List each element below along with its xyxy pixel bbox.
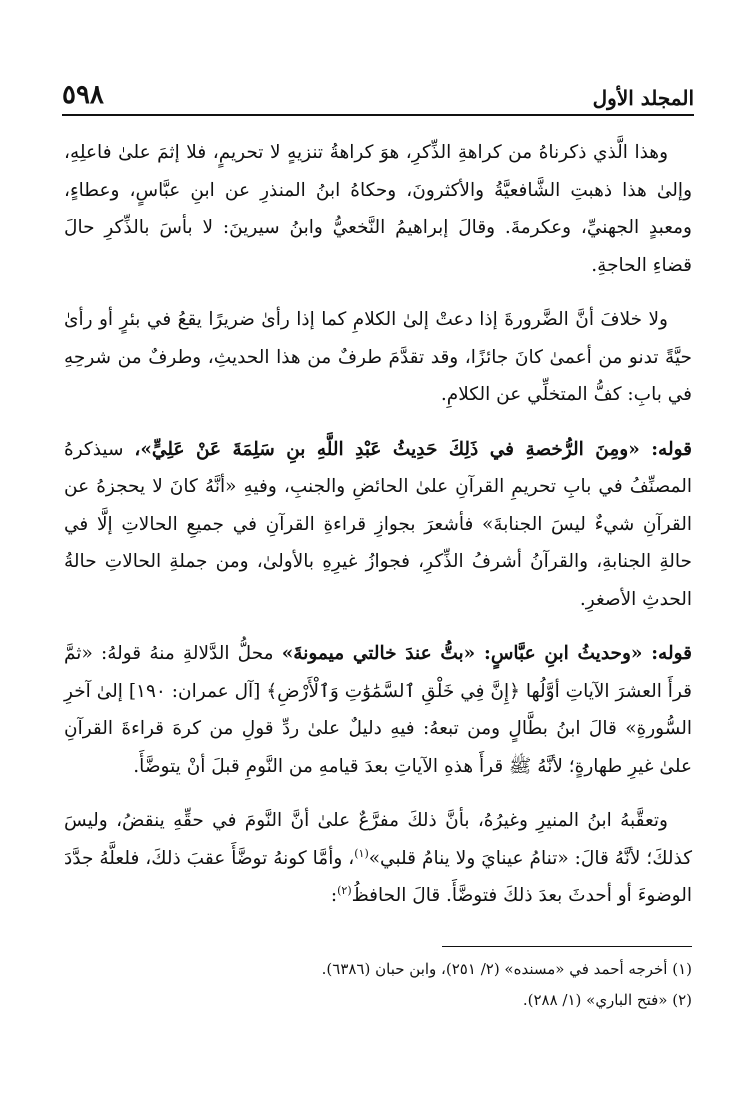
footnote-1: (١) أخرجه أحمد في «مسنده» (٢/ ٢٥١)، وابن حبان (٦٣٨٦). (321, 960, 692, 978)
footnote-2: (٢) «فتح الباري» (١/ ٢٨٨). (522, 991, 692, 1009)
header-divider (62, 114, 694, 116)
commentary-lead: قوله: «ومِنَ الرُّخصةِ في ذَلِكَ حَدِيثُ عَبْدِ اللَّهِ بنِ سَلِمَةَ عَنْ عَلِيٍّ»، (134, 438, 692, 460)
page-header (62, 70, 694, 110)
paragraph-text: وتعقَّبهُ ابنُ المنيرِ وغيرُهُ، بأنَّ ذلكَ مفرَّعٌ علىٰ أنَّ النَّومَ في حقِّهِ ينقضُ، وليسَ كذلكَ؛ لأنَّهُ قالَ: «تنامُ عينايَ ولا ينامُ قلبي» (64, 810, 693, 869)
paragraph-text: ولا خلافَ أنَّ الضَّرورةَ إذا دعتْ إلىٰ الكلامِ كما إذا رأىٰ ضريرًا يقعُ في بئرٍ أو رأىٰ حيَّةً تدنو من أعمىٰ كانَ جائزًا، وقد تقدَّمَ طرفٌ من هذا الحديثِ، وطرفٌ من شرحِهِ في بابِ: كفُّ المتخلِّي عن الكلامِ. (64, 309, 692, 405)
paragraph-2 (64, 301, 692, 414)
volume-title: المجلد الأول (592, 86, 694, 110)
paragraph-text: وهذا الَّذي ذكرناهُ من كراهةِ الذِّكرِ، هوَ كراهةُ تنزيهٍ لا تحريمٍ، فلا إثمَ علىٰ فاعلِهِ، وإلىٰ هذا ذهبتِ الشَّافعيَّةُ والأكثرونَ، وحكاهُ ابنُ المنذرِ عن ابنِ عبَّاسٍ، وعطاءٍ، ومعبدٍ الجهنيِّ، وعكرمةَ. وقالَ إبراهيمُ النَّخعيُّ وابنُ سيرينَ: لا بأسَ بالذِّكرِ حالَ قضاءِ الحاجةِ. (64, 142, 692, 276)
page-number: ٥٩٨ (62, 80, 104, 110)
paragraph-4 (64, 635, 692, 785)
footnote-ref-1: (١) (354, 846, 369, 860)
paragraph-text: سيذكرهُ المصنِّفُ في بابِ تحريمِ القرآنِ علىٰ الحائضِ والجنبِ، وفيهِ «أنَّهُ كانَ لا يحجزهُ عن القرآنِ شيءٌ ليسَ الجنابةَ» فأشعرَ بجوازِ قراءةِ القرآنِ في جميعِ الحالاتِ إلَّا في حالةِ الجنابةِ، والقرآنُ أشرفُ الذِّكرِ، فجوازُ غيرِهِ بالأولىٰ، ومن جملةِ الحالاتِ حالةُ الحدثِ الأصغرِ. (64, 438, 692, 610)
footnote-divider (442, 946, 692, 947)
paragraph-text: محلُّ الدَّلالةِ منهُ قولهُ: «ثمَّ قرأَ العشرَ الآياتِ أوَّلُها ﴿إِنَّ فِي خَلْقِ ٱلسَّمَٰوَٰتِ وَٱلْأَرْضِ﴾ [آل عمران: ١٩٠] إلىٰ آخرِ السُّورةِ» قالَ ابنُ بطَّالٍ ومن تبعهُ: فيهِ دليلٌ علىٰ ردِّ قولِ من كرهَ قراءةَ القرآنِ علىٰ غيرِ طهارةٍ؛ لأنَّهُ ﷺ قرأَ هذهِ الآياتِ بعدَ قيامهِ من النَّومِ قبلَ أنْ يتوضَّأَ. (64, 643, 692, 777)
footnote-ref-2: (٢) (337, 883, 352, 897)
paragraph-text-cont: ، وأمَّا كونهُ توضَّأَ عقبَ ذلكَ، فلعلَّهُ جدَّدَ الوضوءَ أو أحدثَ بعدَ ذلكَ فتوضَّأَ. قالَ الحافظُ (64, 847, 692, 906)
paragraph-3 (64, 431, 692, 619)
paragraph-text-end: : (330, 885, 338, 906)
main-text (64, 134, 692, 932)
paragraph-1 (64, 134, 692, 284)
paragraph-5 (64, 802, 692, 915)
commentary-lead: قوله: «وحديثُ ابنِ عبَّاسٍ: «بتُّ عندَ خالتي ميمونةَ» (281, 643, 692, 664)
footnotes (64, 954, 692, 1016)
